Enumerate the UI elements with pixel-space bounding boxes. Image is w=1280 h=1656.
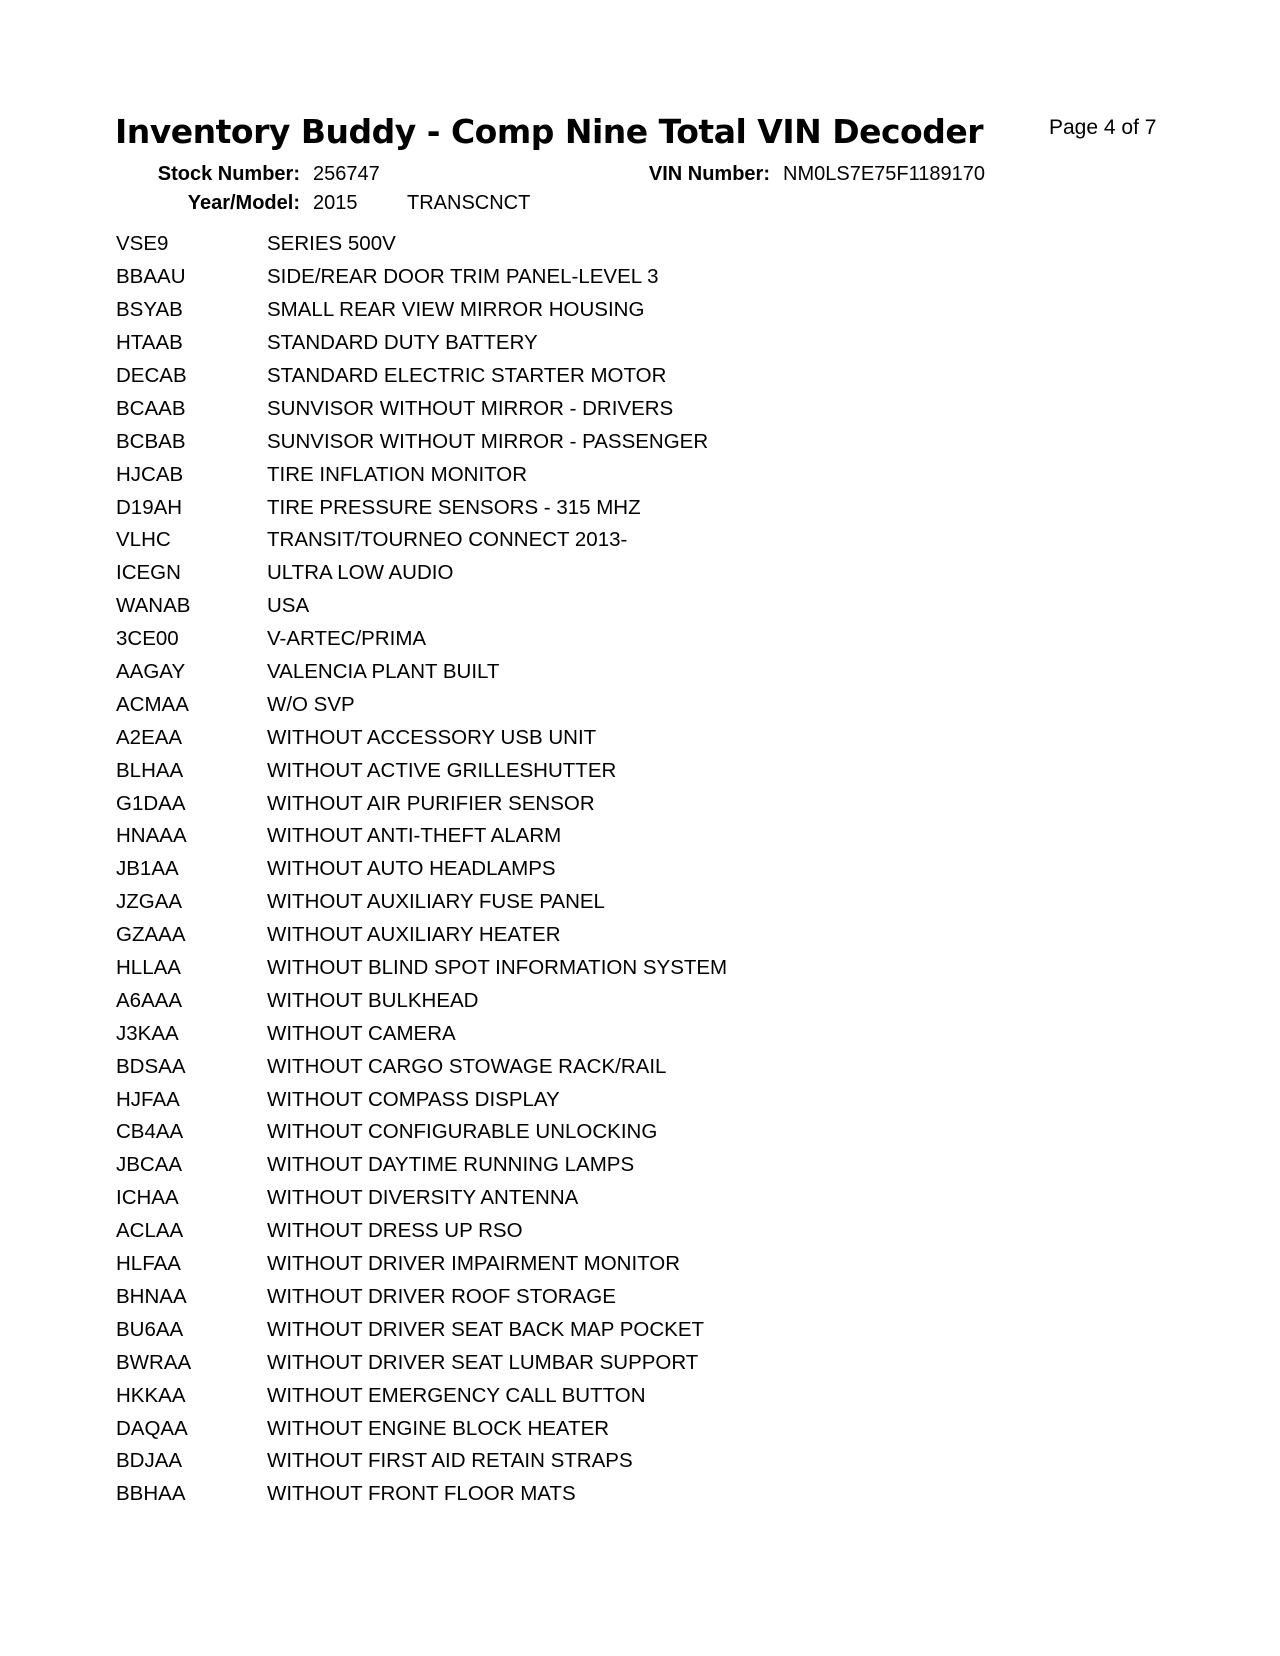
option-description: TIRE INFLATION MONITOR xyxy=(267,462,528,486)
option-row xyxy=(116,886,1016,919)
option-code: BCAAB xyxy=(116,396,186,420)
option-code: A6AAA xyxy=(116,988,183,1012)
option-row xyxy=(116,656,1016,689)
option-row xyxy=(116,853,1016,886)
option-row xyxy=(116,1215,1016,1248)
option-description: TRANSIT/TOURNEO CONNECT 2013- xyxy=(267,528,628,552)
option-code: HJCAB xyxy=(116,462,184,486)
option-row xyxy=(116,360,1016,393)
option-list xyxy=(116,228,1016,1511)
option-row xyxy=(116,952,1016,985)
option-description: WITHOUT DRIVER SEAT LUMBAR SUPPORT xyxy=(267,1350,699,1374)
option-description: SIDE/REAR DOOR TRIM PANEL-LEVEL 3 xyxy=(267,265,659,289)
option-code: ICHAA xyxy=(116,1186,179,1210)
option-code: VLHC xyxy=(116,528,171,552)
option-description: WITHOUT AUTO HEADLAMPS xyxy=(267,857,556,881)
option-row xyxy=(116,754,1016,787)
option-code: HLLAA xyxy=(116,956,181,980)
option-description: WITHOUT ACCESSORY USB UNIT xyxy=(267,725,597,749)
option-description: WITHOUT BLIND SPOT INFORMATION SYSTEM xyxy=(267,956,728,980)
option-row xyxy=(116,688,1016,721)
option-code: AAGAY xyxy=(116,660,186,684)
option-row xyxy=(116,524,1016,557)
option-code: 3CE00 xyxy=(116,627,179,651)
stock-number-value: 256747 xyxy=(313,163,380,185)
option-code: BDJAA xyxy=(116,1449,183,1473)
option-row xyxy=(116,1050,1016,1083)
option-row xyxy=(116,458,1016,491)
option-code: J3KAA xyxy=(116,1021,179,1045)
option-code: A2EAA xyxy=(116,725,183,749)
option-description: WITHOUT ACTIVE GRILLESHUTTER xyxy=(267,758,617,782)
option-row xyxy=(116,590,1016,623)
option-row xyxy=(116,557,1016,590)
option-description: WITHOUT CAMERA xyxy=(267,1021,456,1045)
option-code: BHNAA xyxy=(116,1284,187,1308)
year-model-label: Year/Model: xyxy=(187,192,300,214)
option-row xyxy=(116,1116,1016,1149)
option-description: WITHOUT CONFIGURABLE UNLOCKING xyxy=(267,1120,658,1144)
option-code: BBHAA xyxy=(116,1482,186,1506)
option-description: SMALL REAR VIEW MIRROR HOUSING xyxy=(267,298,645,322)
option-code: JZGAA xyxy=(116,890,183,914)
option-description: WITHOUT DRIVER SEAT BACK MAP POCKET xyxy=(267,1317,705,1341)
option-row xyxy=(116,1149,1016,1182)
option-description: WITHOUT ENGINE BLOCK HEATER xyxy=(267,1416,610,1440)
option-row xyxy=(116,261,1016,294)
option-code: WANAB xyxy=(116,594,191,618)
option-description: V-ARTEC/PRIMA xyxy=(267,627,427,651)
option-row xyxy=(116,721,1016,754)
option-description: ULTRA LOW AUDIO xyxy=(267,561,454,585)
option-row xyxy=(116,1281,1016,1314)
option-row xyxy=(116,1248,1016,1281)
option-row xyxy=(116,491,1016,524)
option-code: JB1AA xyxy=(116,857,179,881)
option-row xyxy=(116,820,1016,853)
option-description: USA xyxy=(267,594,310,618)
option-description: WITHOUT DRIVER IMPAIRMENT MONITOR xyxy=(267,1252,681,1276)
option-code: ICEGN xyxy=(116,561,181,585)
option-row xyxy=(116,1182,1016,1215)
option-row xyxy=(116,1313,1016,1346)
page-number: Page 4 of 7 xyxy=(1049,116,1157,139)
option-code: ACMAA xyxy=(116,692,189,716)
option-description: SUNVISOR WITHOUT MIRROR - DRIVERS xyxy=(267,396,674,420)
option-row xyxy=(116,392,1016,425)
option-description: WITHOUT AIR PURIFIER SENSOR xyxy=(267,791,595,815)
option-code: DECAB xyxy=(116,364,187,387)
option-code: HLFAA xyxy=(116,1252,181,1276)
option-row xyxy=(116,294,1016,327)
vin-number-label: VIN Number: xyxy=(648,163,770,185)
option-description: SERIES 500V xyxy=(267,232,396,256)
option-description: W/O SVP xyxy=(267,692,355,716)
option-row xyxy=(116,228,1016,261)
option-row xyxy=(116,425,1016,458)
option-code: HKKAA xyxy=(116,1383,186,1407)
option-description: WITHOUT AUXILIARY HEATER xyxy=(267,923,561,947)
option-code: VSE9 xyxy=(116,232,169,256)
option-description: WITHOUT DAYTIME RUNNING LAMPS xyxy=(267,1153,635,1177)
option-row xyxy=(116,1083,1016,1116)
option-row xyxy=(116,327,1016,360)
option-description: STANDARD DUTY BATTERY xyxy=(267,331,538,355)
option-description: WITHOUT BULKHEAD xyxy=(267,988,479,1012)
option-row xyxy=(116,919,1016,952)
option-code: BBAAU xyxy=(116,265,186,289)
stock-number-label: Stock Number: xyxy=(157,163,300,185)
year-value: 2015 xyxy=(313,192,358,214)
option-description: WITHOUT COMPASS DISPLAY xyxy=(267,1087,560,1111)
option-row xyxy=(116,1478,1016,1511)
option-code: CB4AA xyxy=(116,1120,184,1144)
option-row xyxy=(116,1379,1016,1412)
option-row xyxy=(116,984,1016,1017)
option-description: WITHOUT DRESS UP RSO xyxy=(267,1219,523,1243)
option-code: BSYAB xyxy=(116,298,183,322)
option-row xyxy=(116,1346,1016,1379)
option-description: WITHOUT AUXILIARY FUSE PANEL xyxy=(267,890,605,914)
option-description: VALENCIA PLANT BUILT xyxy=(267,660,500,684)
option-description: WITHOUT FIRST AID RETAIN STRAPS xyxy=(267,1449,633,1473)
model-value: TRANSCNCT xyxy=(407,192,531,214)
option-code: D19AH xyxy=(116,495,183,519)
option-row xyxy=(116,1017,1016,1050)
option-row xyxy=(116,1445,1016,1478)
option-description: WITHOUT DRIVER ROOF STORAGE xyxy=(267,1284,616,1308)
option-code: ACLAA xyxy=(116,1219,184,1243)
option-description: STANDARD ELECTRIC STARTER MOTOR xyxy=(267,364,667,387)
option-description: TIRE PRESSURE SENSORS - 315 MHZ xyxy=(267,495,641,519)
option-row xyxy=(116,623,1016,656)
option-code: DAQAA xyxy=(116,1416,188,1440)
option-code: HJFAA xyxy=(116,1087,180,1111)
option-code: BWRAA xyxy=(116,1350,192,1374)
vin-number-value: NM0LS7E75F1189170 xyxy=(783,163,985,185)
option-description: WITHOUT DIVERSITY ANTENNA xyxy=(267,1186,579,1210)
option-row xyxy=(116,1412,1016,1445)
option-description: WITHOUT ANTI-THEFT ALARM xyxy=(267,824,562,848)
option-code: G1DAA xyxy=(116,791,186,815)
option-description: SUNVISOR WITHOUT MIRROR - PASSENGER xyxy=(267,429,709,453)
option-description: WITHOUT CARGO STOWAGE RACK/RAIL xyxy=(267,1054,667,1078)
option-row xyxy=(116,787,1016,820)
option-code: BLHAA xyxy=(116,758,184,782)
option-description: WITHOUT FRONT FLOOR MATS xyxy=(267,1482,576,1506)
option-code: HTAAB xyxy=(116,331,183,355)
option-code: HNAAA xyxy=(116,824,187,848)
option-code: BU6AA xyxy=(116,1317,184,1341)
option-description: WITHOUT EMERGENCY CALL BUTTON xyxy=(267,1383,646,1407)
option-code: BDSAA xyxy=(116,1054,186,1078)
option-code: JBCAA xyxy=(116,1153,183,1177)
option-code: BCBAB xyxy=(116,429,186,453)
page-title: Inventory Buddy - Comp Nine Total VIN Decoder xyxy=(115,112,983,151)
option-code: GZAAA xyxy=(116,923,186,947)
